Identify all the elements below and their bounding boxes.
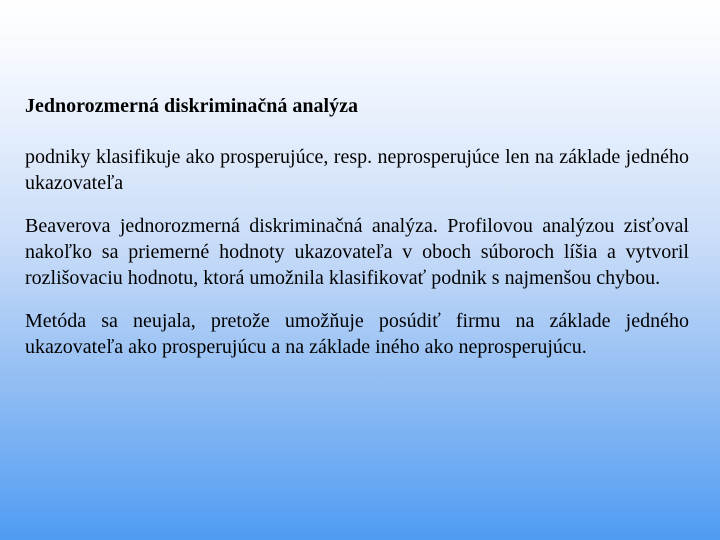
paragraph-method-limitation: Metóda sa neujala, pretože umožňuje posúdiť firmu na základe jedného ukazovateľa ako prosperujúcu a na základe iného ako neprosperujúcu.	[25, 310, 689, 358]
slide-content	[25, 94, 689, 377]
paragraph-beaver-analysis: Beaverova jednorozmerná diskriminačná analýza. Profilovou analýzou zisťoval nakoľko sa priemerné hodnoty ukazovateľa v oboch súboroch líšia a vytvoril rozlišovaciu hodnotu, ktorá umožnila klasifikovať podnik s najmenšou chybou.	[25, 215, 689, 289]
paragraph-definition: podniky klasifikuje ako prosperujúce, resp. neprosperujúce len na základe jedného ukazovateľa	[25, 146, 689, 194]
slide-heading: Jednorozmerná diskriminačná analýza	[25, 95, 358, 117]
